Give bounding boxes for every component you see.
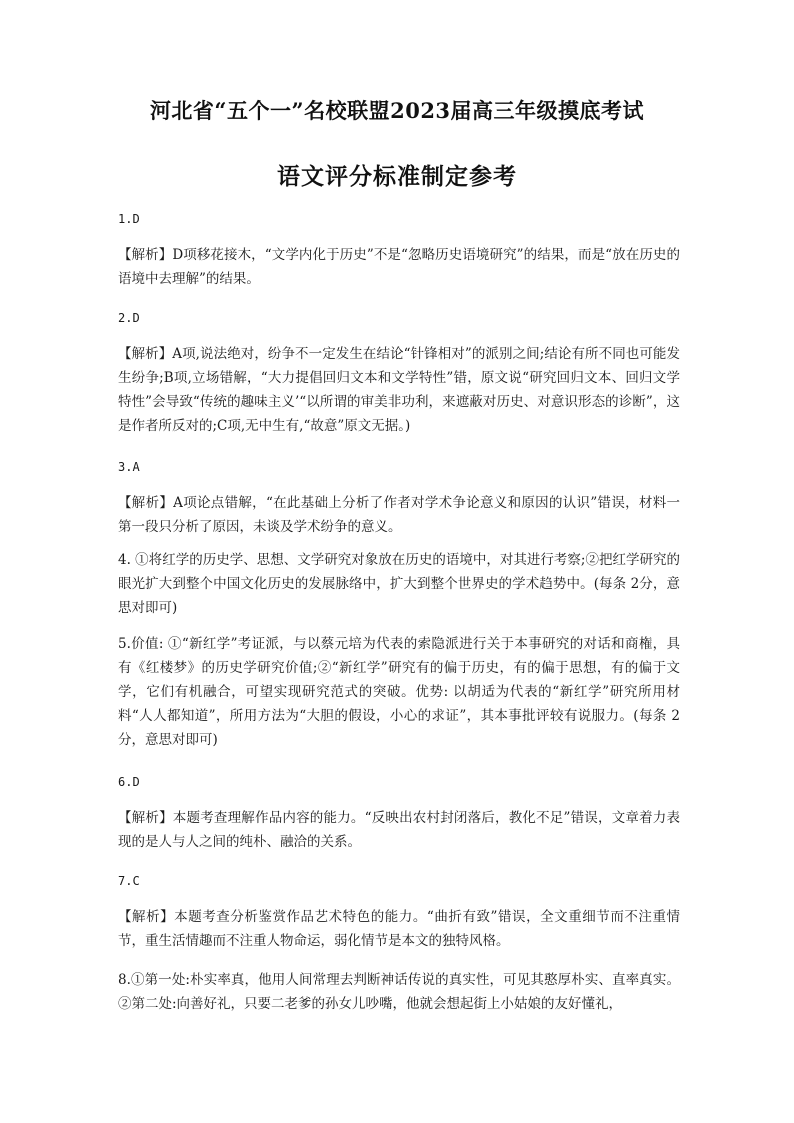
answer-7-number: 7.C [118, 874, 140, 888]
answer-5: 5.价值: ①“新红学”考证派，与以蔡元培为代表的索隐派进行关于本事研究的对话和商権，具有《红楼梦》的历史学研究价值;②“新红学”研究有的偏于历史，有的偏于思想，有的偏于文学，它们有机融合，可望实现研究范式的突破。优势: 以胡适为代表的“新红学”研究所用材料“人人都知道”，所用方法为“大胆的假设，小心的求证”，其本事批评较有说服力。(每条 2分，意思对即可) [118, 636, 680, 748]
answer-1-number: 1.D [118, 212, 140, 226]
answer-6-analysis: 【解析】本题考查理解作品内容的能力。“反映出农村封闭落后，教化不足”错误，文章着力表现的是人与人之间的纯朴、融洽的关系。 [118, 810, 680, 850]
answer-4: 4. ①将红学的历史学、思想、文学研究对象放在历史的语境中，对其进行考察;②把红学研究的眼光扩大到整个中国文化历史的发展脉络中，扩大到整个世界史的学术趋势中。(每条 2分，意思对即可) [118, 552, 680, 616]
document-subtitle: 语文评分标准制定参考 [277, 163, 517, 190]
answer-3-analysis: 【解析】A项论点错解，“在此基础上分析了作者对学术争论意义和原因的认识”错误，材料一第一段只分析了原因，未谈及学术纷争的意义。 [118, 495, 680, 535]
answer-3-number: 3.A [118, 460, 140, 474]
answer-7-analysis: 【解析】本题考查分析鉴赏作品艺术特色的能力。“曲折有致”错误，全文重细节而不注重情节，重生活情趣而不注重人物命运，弱化情节是本文的独特风格。 [118, 909, 680, 949]
answer-2-number: 2.D [118, 311, 140, 325]
answer-1-analysis: 【解析】D项移花接木，“文学内化于历史”不是“忽略历史语境研究”的结果，而是“放在历史的语境中去理解”的结果。 [118, 247, 680, 287]
answer-6-number: 6.D [118, 775, 140, 789]
answer-8: 8.①第一处:朴实率真，他用人间常理去判断神话传说的真实性，可见其憨厚朴实、直率真实。②第二处:向善好礼，只要二老爹的孙女儿吵嘴，他就会想起街上小姑娘的友好懂礼， [118, 972, 680, 1012]
answer-2-analysis: 【解析】A项,说法绝对，纷争不一定发生在结论“针锋相对”的派别之间;结论有所不同也可能发生纷争;B项,立场错解，“大力提倡回归文本和文学特性”错，原文说“研究回归文本、回归文学特性”会导致“传统的趣味主义’“以所谓的审美非功利，来遮蔽对历史、对意识形态的诊断”，这是作者所反对的;C项,无中生有,“故意”原文无据。) [118, 346, 680, 434]
exam-title: 河北省“五个一”名校联盟2023届高三年级摸底考试 [149, 98, 645, 123]
